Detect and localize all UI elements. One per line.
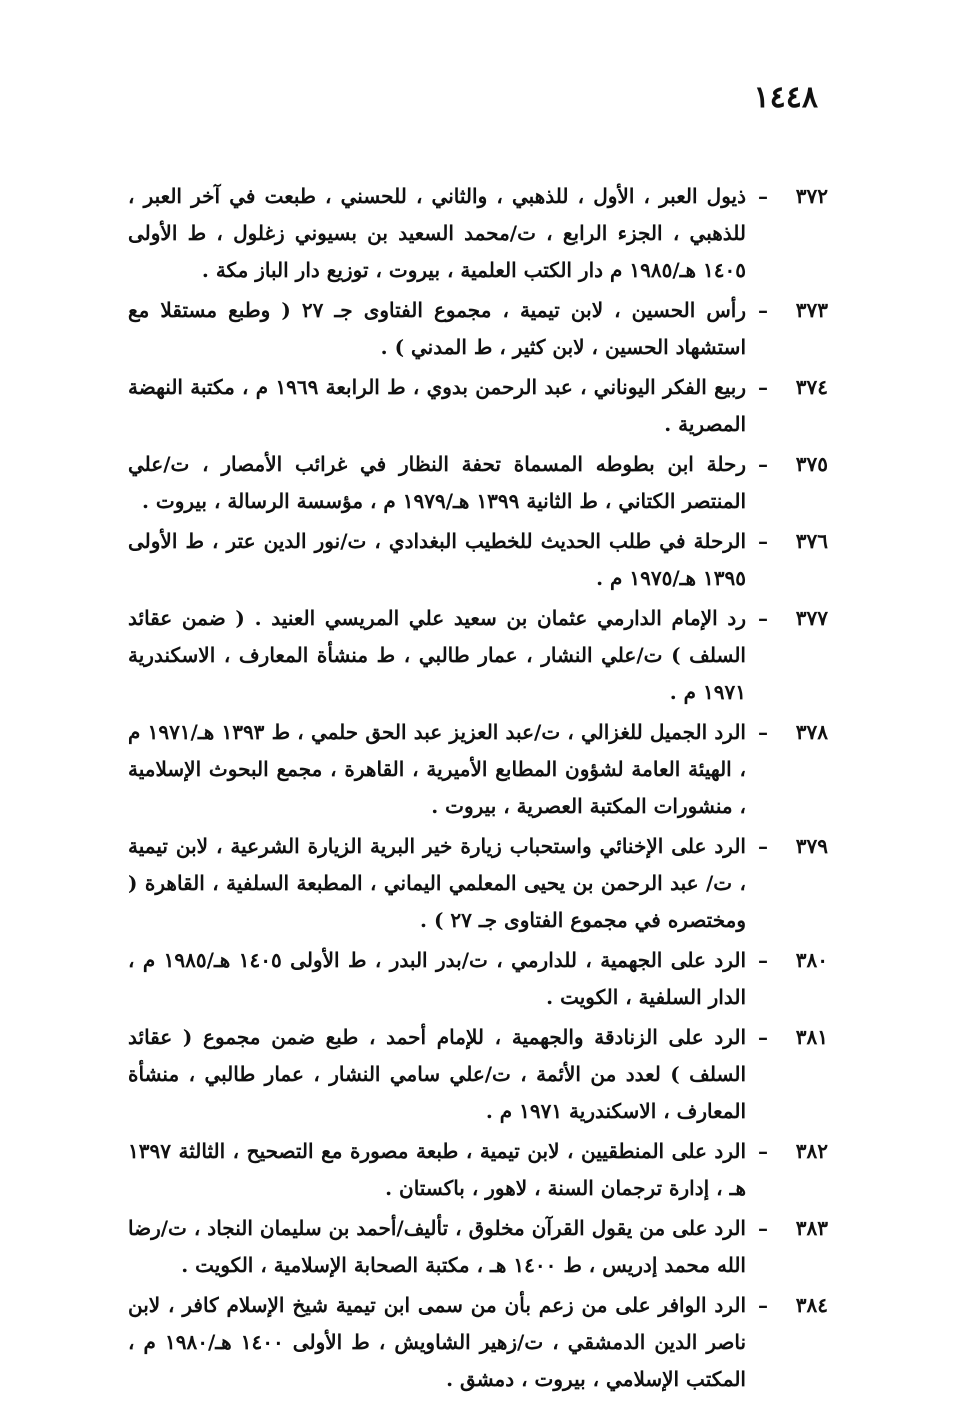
entry-dash: – — [758, 184, 768, 208]
bibliography-entry — [128, 178, 828, 289]
entry-dash: – — [758, 452, 768, 476]
entry-text: رد الإمام الدارمي عثمان بن سعيد علي المريسي العنيد . ( ضمن عقائد السلف ) ت/علي النشار ، عمار طالبي ، ط منشأة المعارف ، الاسكندرية ١٩٧١ م . — [128, 606, 746, 704]
bibliography-entry — [128, 369, 828, 443]
bibliography-entry — [128, 828, 828, 939]
entry-number: ٣٨٣ — [795, 1216, 828, 1240]
entry-dash: – — [758, 298, 768, 322]
entry-dash: – — [758, 1216, 768, 1240]
entry-text: ربيع الفكر اليوناني ، عبد الرحمن بدوي ، ط الرابعة ١٩٦٩ م ، مكتبة النهضة المصرية . — [128, 375, 747, 436]
entry-text: ذيول العبر ، الأول ، للذهبي ، والثاني ، للحسني ، طبعت في آخر العبر ، للذهبي ، الجزء الرابع ، ت/محمد السعيد بن بسيوني زغلول ، ط الأولى ١٤٠٥ هـ/١٩٨٥ م دار الكتب العلمية ، بيروت ، توزيع دار الباز مكة . — [128, 184, 746, 282]
entry-number: ٣٨٢ — [795, 1139, 828, 1163]
entry-text: الرحلة في طلب الحديث للخطيب البغدادي ، ت/نور الدين عتر ، ط الأولى ١٣٩٥ هـ/١٩٧٥ م . — [128, 529, 746, 590]
entry-number: ٣٧٢ — [795, 184, 828, 208]
entry-text: الرد على الإخنائي واستحباب زيارة خير البرية الزيارة الشرعية ، لابن تيمية ، ت/ عبد الرحمن بن يحيى المعلمي اليماني ، المطبعة السلفية ، القاهرة ( ومختصره في مجموع الفتاوى جـ ٢٧ ) . — [128, 834, 746, 932]
bibliography-entry — [128, 600, 828, 711]
bibliography-entry — [128, 1019, 828, 1130]
entry-number: ٣٧٨ — [795, 720, 828, 744]
entry-text: رحلة ابن بطوطه المسماة تحفة النظار في غرائب الأمصار ، ت/علي المنتصر الكتاني ، ط الثانية ١٣٩٩ هـ/١٩٧٩ م ، مؤسسة الرسالة ، بيروت . — [128, 452, 746, 513]
entry-dash: – — [758, 720, 768, 744]
entry-dash: – — [758, 375, 768, 399]
entry-number: ٣٧٤ — [795, 375, 828, 399]
entry-text: الرد على من يقول القرآن مخلوق ، تأليف/أحمد بن سليمان النجاد ، ت/رضا الله محمد إدريس ، ط ١٤٠٠ هـ ، مكتبة الصحابة الإسلامية ، الكويت . — [128, 1216, 746, 1277]
bibliography-list — [128, 178, 828, 1401]
entry-dash: – — [758, 834, 768, 858]
entry-number: ٣٧٧ — [795, 606, 828, 630]
entry-dash: – — [758, 529, 768, 553]
entry-number: ٣٧٣ — [795, 298, 828, 322]
bibliography-entry — [128, 942, 828, 1016]
bibliography-entry — [128, 1210, 828, 1284]
entry-text: الرد الوافر على من زعم بأن من سمى ابن تيمية شيخ الإسلام كافر ، لابن ناصر الدين الدمشقي ، ت/زهير الشاويش ، ط الأولى ١٤٠٠ هـ/١٩٨٠ م ، المكتب الإسلامي ، بيروت ، دمشق . — [128, 1293, 747, 1391]
entry-dash: – — [758, 948, 768, 972]
entry-number: ٣٨٠ — [795, 948, 828, 972]
entry-dash: – — [758, 1293, 768, 1317]
entry-number: ٣٨١ — [795, 1025, 828, 1049]
entry-dash: – — [758, 1025, 768, 1049]
bibliography-entry — [128, 1287, 828, 1398]
entry-number: ٣٧٥ — [795, 452, 828, 476]
entry-text: الرد على الجهمية ، للدارمي ، ت/بدر البدر ، ط الأولى ١٤٠٥ هـ/١٩٨٥ م ، الدار السلفية ، الكويت . — [128, 948, 746, 1009]
bibliography-entry — [128, 446, 828, 520]
entry-number: ٣٧٩ — [795, 834, 828, 858]
entry-text: الرد على الزنادقة والجهمية ، للإمام أحمد ، طبع ضمن مجموع ( عقائد السلف ) لعدد من الأئمة ، ت/علي سامي النشار ، عمار طالبي ، منشأة المعارف ، الاسكندرية ١٩٧١ م . — [128, 1025, 746, 1123]
entry-dash: – — [758, 1139, 768, 1163]
entry-number: ٣٧٦ — [795, 529, 828, 553]
entry-text: الرد على المنطقيين ، لابن تيمية ، طبعة مصورة مع التصحيح ، الثالثة ١٣٩٧ هـ ، إدارة ترجمان السنة ، لاهور ، باكستان . — [128, 1139, 746, 1200]
entry-number: ٣٨٤ — [795, 1293, 828, 1317]
bibliography-entry — [128, 523, 828, 597]
entry-text: رأس الحسين ، لابن تيمية ، مجموع الفتاوى جـ ٢٧ ( وطبع مستقلا مع استشهاد الحسين ، لابن كثير ، ط المدني ) . — [128, 298, 746, 359]
bibliography-entry — [128, 714, 828, 825]
entry-dash: – — [758, 606, 768, 630]
page-number: ١٤٤٨ — [753, 80, 818, 115]
entry-text: الرد الجميل للغزالي ، ت/عبد العزيز عبد الحق حلمي ، ط ١٣٩٣ هـ/١٩٧١ م ، الهيئة العامة لشؤون المطابع الأميرية ، القاهرة ، مجمع البحوث الإسلامية ، منشورات المكتبة العصرية ، بيروت . — [128, 720, 746, 818]
bibliography-entry — [128, 292, 828, 366]
bibliography-entry — [128, 1133, 828, 1207]
